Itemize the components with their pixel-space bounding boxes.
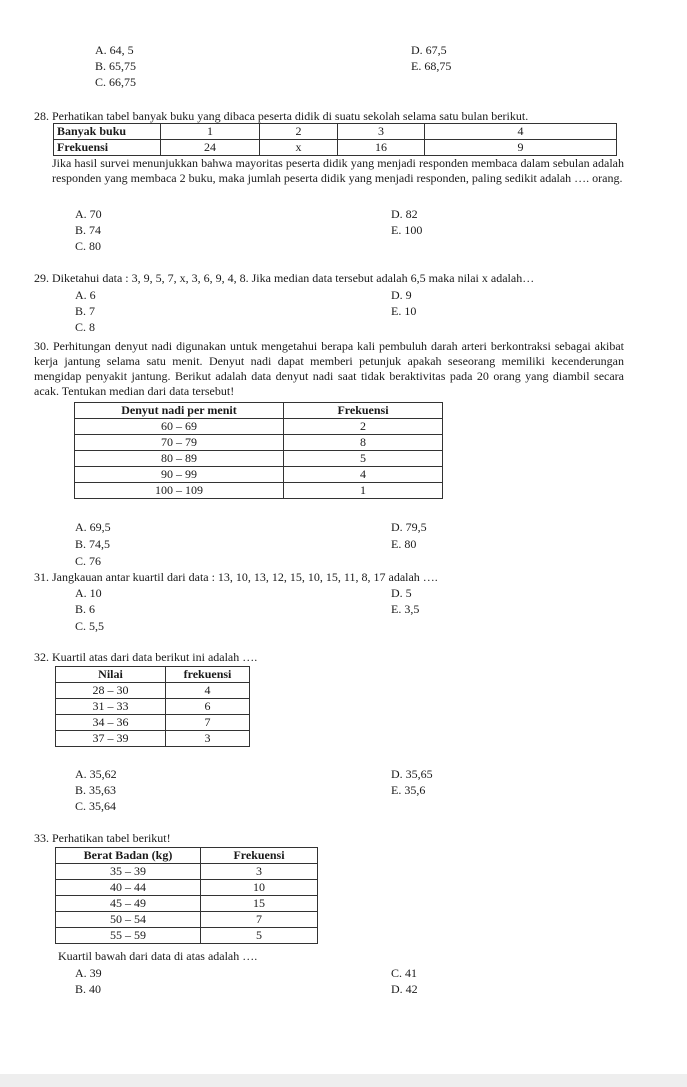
q30-option-d: D. 79,5 (391, 520, 427, 534)
q28-cell: 4 (425, 124, 617, 140)
q32-option-b: B. 35,63 (75, 783, 117, 797)
q30-cell: 8 (284, 435, 443, 451)
q30-header: Denyut nadi per menit (75, 403, 284, 419)
q33-option-a: A. 39 (75, 966, 102, 980)
q28-option-e: E. 100 (391, 223, 423, 237)
q28-paragraph: Jika hasil survei menunjukkan bahwa mayoritas peserta didik yang menjadi responden membaca dalam sebulan adalah responden yang membaca 2 buku, maka jumlah peserta didik yang menjadi responden, paling sedikit adalah …. orang. (52, 156, 624, 185)
q33-table (55, 847, 318, 944)
q30-cell: 70 – 79 (75, 435, 284, 451)
q32-header: Nilai (56, 667, 166, 683)
q30-option-e: E. 80 (391, 537, 417, 551)
q33-cell: 15 (201, 896, 318, 912)
q32-cell: 37 – 39 (56, 731, 166, 747)
q28-option-b: B. 74 (75, 223, 102, 237)
q31-option-a: A. 10 (75, 586, 102, 600)
q30-cell: 5 (284, 451, 443, 467)
q29-text: 29. Diketahui data : 3, 9, 5, 7, x, 3, 6, 9, 4, 8. Jika median data tersebut adalah 6,5 maka nilai x adalah… (34, 271, 535, 285)
q33-option-b: B. 40 (75, 982, 102, 996)
q29-option-e: E. 10 (391, 304, 417, 318)
q32-option-d: D. 35,65 (391, 767, 433, 781)
q32-option-c: C. 35,64 (75, 799, 117, 813)
q33-cell: 55 – 59 (56, 928, 201, 944)
q28-cell: 16 (338, 140, 425, 156)
q33-cell: 7 (201, 912, 318, 928)
q29-option-d: D. 9 (391, 288, 412, 302)
q28-option-d: D. 82 (391, 207, 418, 221)
q29-option-c: C. 8 (75, 320, 96, 334)
prev-option-a: A. 64, 5 (95, 43, 134, 57)
page-bottom-edge (0, 1074, 687, 1087)
q32-table (55, 666, 250, 747)
q28-cell: 2 (260, 124, 338, 140)
q29-option-b: B. 7 (75, 304, 96, 318)
q31-text: 31. Jangkauan antar kuartil dari data : 13, 10, 13, 12, 15, 10, 15, 11, 8, 17 adalah …. (34, 570, 438, 584)
q28-option-c: C. 80 (75, 239, 102, 253)
q30-option-b: B. 74,5 (75, 537, 111, 551)
q30-cell: 1 (284, 483, 443, 499)
q33-question: Kuartil bawah dari data di atas adalah …. (58, 949, 258, 963)
q32-option-a: A. 35,62 (75, 767, 117, 781)
q32-cell: 6 (166, 699, 250, 715)
q32-text: 32. Kuartil atas dari data berikut ini adalah …. (34, 650, 258, 664)
q33-cell: 5 (201, 928, 318, 944)
q30-cell: 60 – 69 (75, 419, 284, 435)
q32-cell: 31 – 33 (56, 699, 166, 715)
q30-cell: 2 (284, 419, 443, 435)
q32-option-e: E. 35,6 (391, 783, 426, 797)
q28-header-label: Banyak buku (54, 124, 161, 140)
q33-cell: 45 – 49 (56, 896, 201, 912)
prev-option-d: D. 67,5 (411, 43, 447, 57)
q30-text: 30. Perhitungan denyut nadi digunakan untuk mengetahui berapa kali pembuluh darah arteri berkontraksi sebagai akibat kerja jantung selama satu menit. Denyut nadi dapat memberi petunjuk apakah seseorang memiliki kecenderungan mengidap penyakit jantung. Berikut adalah data denyut nadi saat tidak beraktivitas pada 20 orang yang diambil secara acak. Tentukan median dari data tersebut! (34, 339, 624, 398)
q30-cell: 90 – 99 (75, 467, 284, 483)
q32-cell: 3 (166, 731, 250, 747)
q28-cell: 1 (161, 124, 260, 140)
q32-cell: 28 – 30 (56, 683, 166, 699)
q33-header: Berat Badan (kg) (56, 848, 201, 864)
q33-cell: 35 – 39 (56, 864, 201, 880)
q30-cell: 4 (284, 467, 443, 483)
prev-option-e: E. 68,75 (411, 59, 452, 73)
q31-option-d: D. 5 (391, 586, 412, 600)
q28-cell: 24 (161, 140, 260, 156)
q28-option-a: A. 70 (75, 207, 102, 221)
q31-option-e: E. 3,5 (391, 602, 420, 616)
q33-cell: 50 – 54 (56, 912, 201, 928)
q33-text: 33. Perhatikan tabel berikut! (34, 831, 171, 845)
q29-option-a: A. 6 (75, 288, 96, 302)
q28-cell: 3 (338, 124, 425, 140)
q28-text: 28. Perhatikan tabel banyak buku yang dibaca peserta didik di suatu sekolah selama satu bulan berikut. (34, 109, 529, 123)
q32-cell: 34 – 36 (56, 715, 166, 731)
q33-option-c: C. 41 (391, 966, 418, 980)
q32-cell: 4 (166, 683, 250, 699)
q33-cell: 10 (201, 880, 318, 896)
prev-option-b: B. 65,75 (95, 59, 137, 73)
q33-option-d: D. 42 (391, 982, 418, 996)
q30-header: Frekuensi (284, 403, 443, 419)
q30-option-a: A. 69,5 (75, 520, 111, 534)
q32-cell: 7 (166, 715, 250, 731)
q30-cell: 80 – 89 (75, 451, 284, 467)
q33-header: Frekuensi (201, 848, 318, 864)
q32-header: frekuensi (166, 667, 250, 683)
q30-cell: 100 – 109 (75, 483, 284, 499)
q28-row-label: Frekuensi (54, 140, 161, 156)
q28-cell: 9 (425, 140, 617, 156)
prev-option-c: C. 66,75 (95, 75, 137, 89)
q28-table (53, 123, 617, 156)
q33-cell: 40 – 44 (56, 880, 201, 896)
q30-table (74, 402, 443, 499)
q28-cell: x (260, 140, 338, 156)
q33-cell: 3 (201, 864, 318, 880)
q30-option-c: C. 76 (75, 554, 102, 568)
q31-option-c: C. 5,5 (75, 619, 105, 633)
q31-option-b: B. 6 (75, 602, 96, 616)
